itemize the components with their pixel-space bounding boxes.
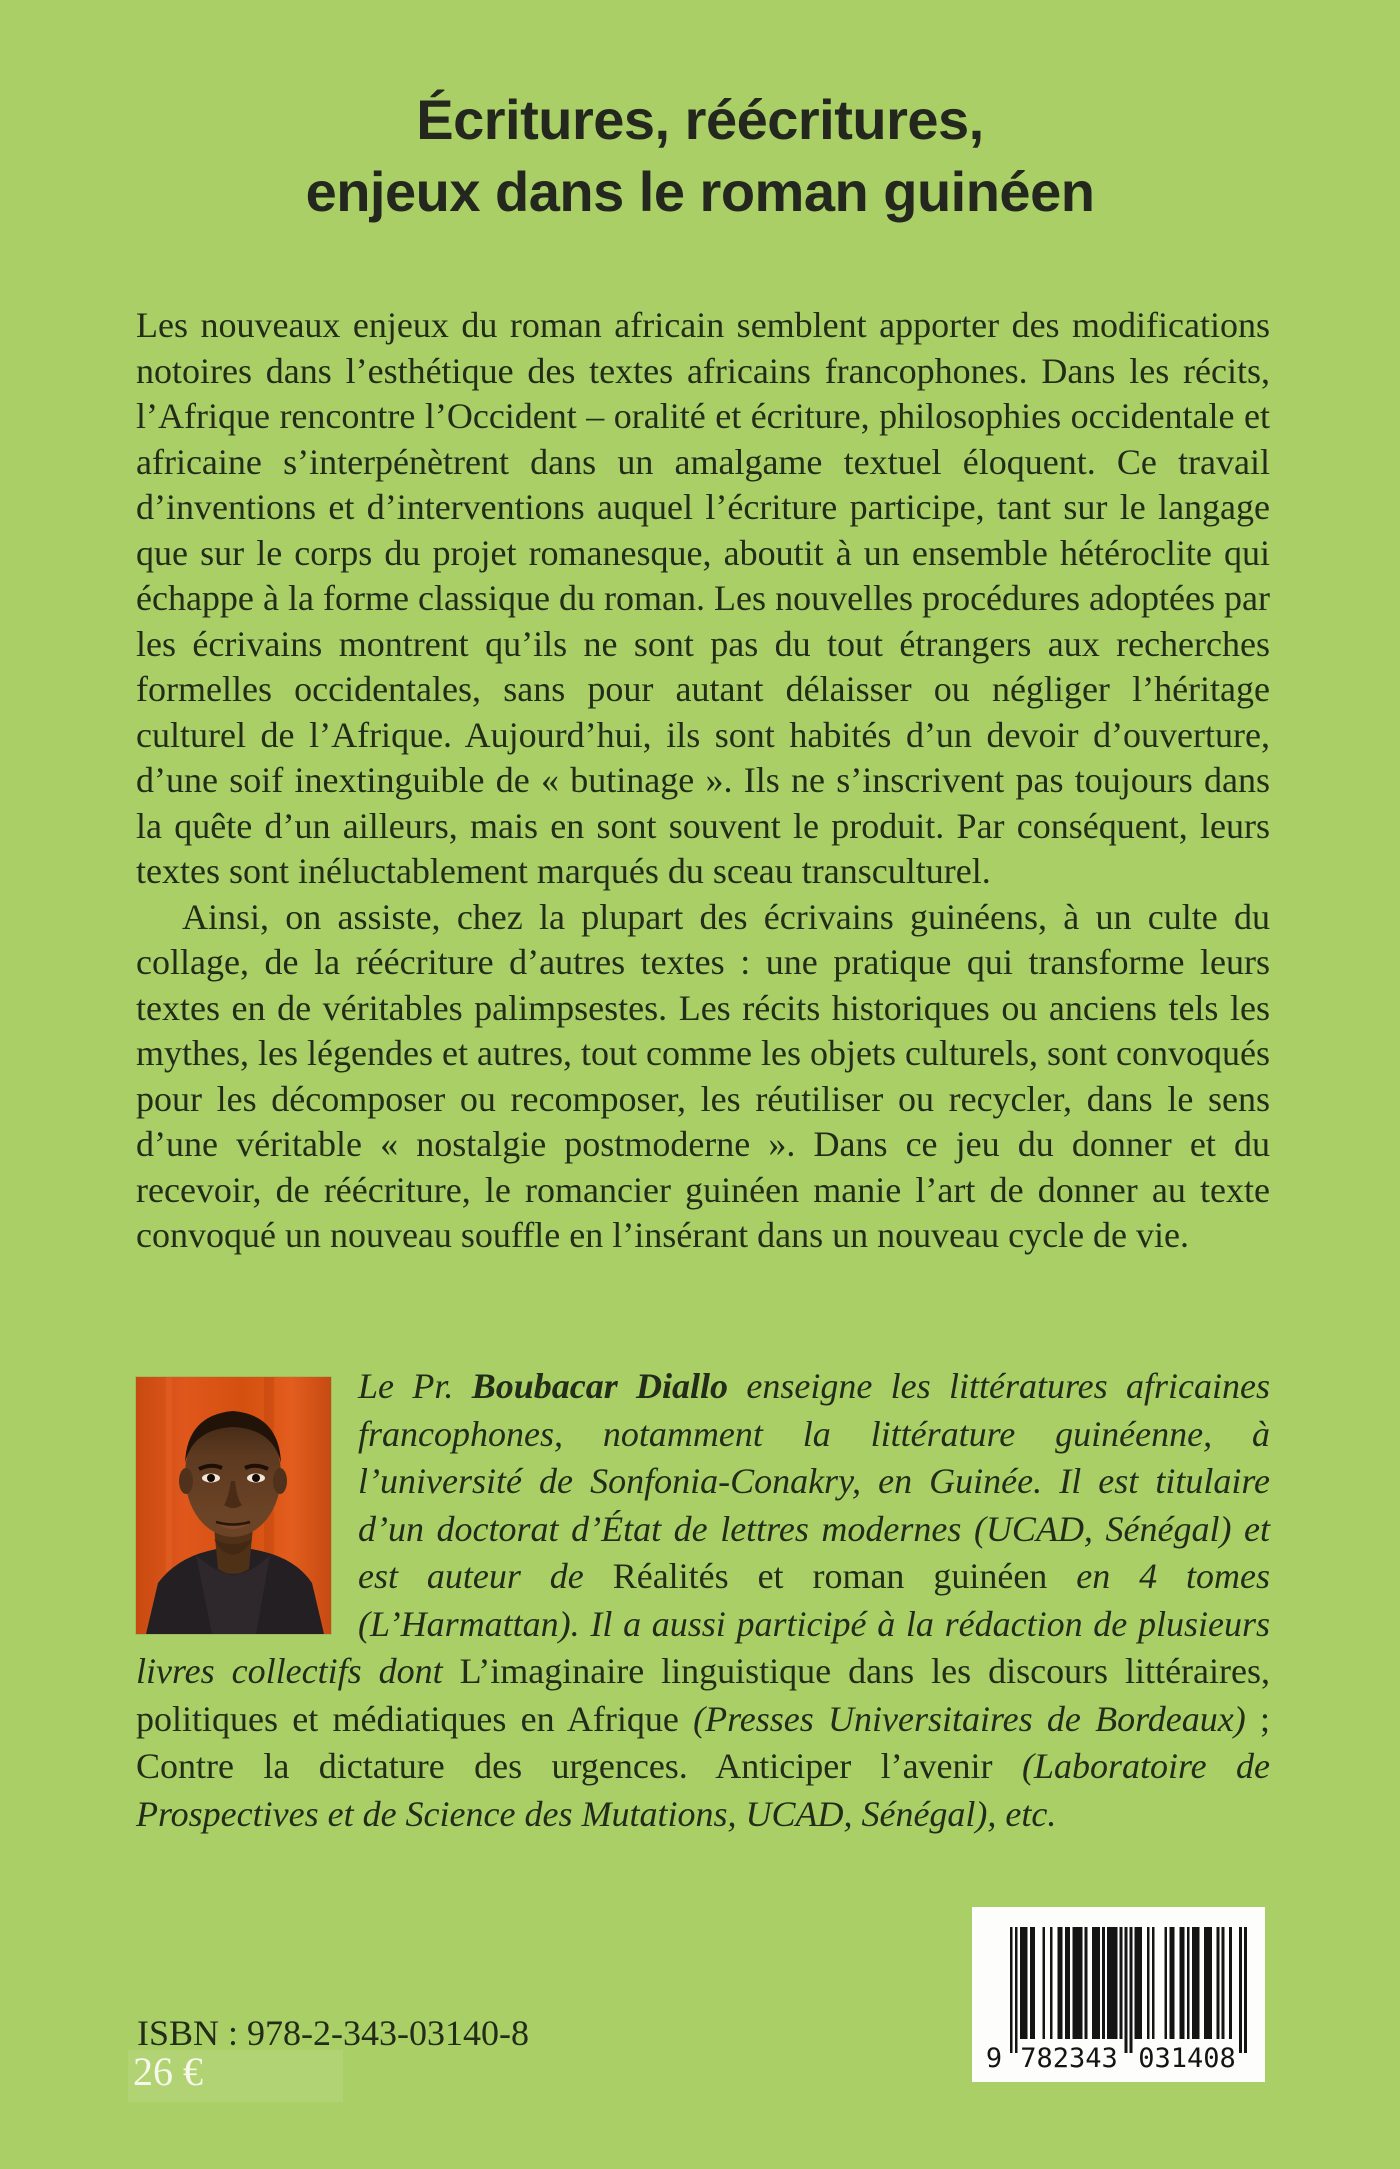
barcode-digits: 031408: [1138, 2043, 1236, 2074]
synopsis-paragraph-1: Les nouveaux enjeux du roman africain semblent apporter des modifications notoires dans l’esthétique des textes africains francophones. Dans les récits, l’Afrique rencontre l’Occident – oralité et écriture, philosophies occidentale et africaine s’interpénètrent dans un amalgame textuel éloquent. Ce travail d’inventions et d’interventions auquel l’écriture participe, tant sur le langage que sur le corps du projet romanesque, aboutit à un ensemble hétéroclite qui échappe à la forme classique du roman. Les nouvelles procédures adoptées par les écrivains montrent qu’ils ne sont pas du tout étrangers aux recherches formelles occidentales, sans pour autant délaisser ou négliger l’héritage culturel de l’Afrique. Aujourd’hui, ils sont habités d’un devoir d’ouverture, d’une soif inextinguible de « butinage ». Ils ne s’inscrivent pas toujours dans la quête d’un ailleurs, mais en sont souvent le produit. Par conséquent, leurs textes sont inéluctablement marqués du sceau transculturel.: [136, 305, 1270, 891]
book-title: [0, 84, 1400, 228]
bio-segment: Le Pr.: [358, 1366, 472, 1406]
bio-segment: enseigne les littératures africaines francophones, notamment la littérature guinéenne, à l’université de Sonfonia-Conakry, en Guinée. Il est titulaire d’un doctorat d’État de lettres modernes (UCAD, Sénégal) et est auteur de: [358, 1366, 1270, 1596]
barcode-digits: 782343: [1020, 2043, 1118, 2074]
price-text: 26 €: [133, 2049, 203, 2094]
author-bio: [136, 1363, 1270, 1838]
book-title-line1: Écritures, réécritures,: [416, 88, 984, 151]
bio-segment: (Presses Universitaires de Bordeaux): [693, 1698, 1246, 1739]
ean13-barcode: [972, 1907, 1265, 2082]
synopsis: [136, 303, 1270, 1259]
bio-segment: L’imaginaire linguistique dans les discours littéraires, politiques et médiatiques en Afrique: [136, 1651, 1270, 1739]
bio-segment: (Laboratoire de Prospectives et de Science des Mutations, UCAD, Sénégal), etc.: [136, 1746, 1271, 1834]
isbn-text: ISBN : 978-2-343-03140-8: [137, 2013, 529, 2053]
synopsis-paragraph-2: Ainsi, on assiste, chez la plupart des écrivains guinéens, à un culte du collage, de la réécriture d’autres textes : une pratique qui transforme leurs textes en de véritables palimpsestes. Les récits historiques ou anciens tels les mythes, les légendes et autres, tout comme les objets culturels, sont convoqués pour les décomposer ou recomposer, les réutiliser ou recycler, dans le sens d’une véritable « nostalgie postmoderne ». Dans ce jeu du donner et du recevoir, de réécriture, le romancier guinéen manie l’art de donner au texte convoqué un nouveau souffle en l’insérant dans un nouveau cycle de vie.: [136, 896, 1270, 1255]
bio-segment: Réalités et roman guinéen: [612, 1556, 1077, 1596]
barcode-digits: 9: [985, 2043, 1003, 2074]
bio-segment: ; Contre la dictature des urgences. Anticiper l’avenir: [136, 1698, 1270, 1786]
book-title-line2: enjeux dans le roman guinéen: [305, 160, 1095, 223]
ean13-barcode-image: [972, 1907, 1265, 2082]
bio-segment: Boubacar Diallo: [471, 1366, 729, 1406]
bio-segment: en 4 tomes (L’Harmattan). Il a aussi participé à la rédaction de plusieurs livres collectifs dont: [136, 1556, 1271, 1691]
author-photo: [136, 1377, 331, 1634]
author-portrait-image: [136, 1377, 331, 1634]
